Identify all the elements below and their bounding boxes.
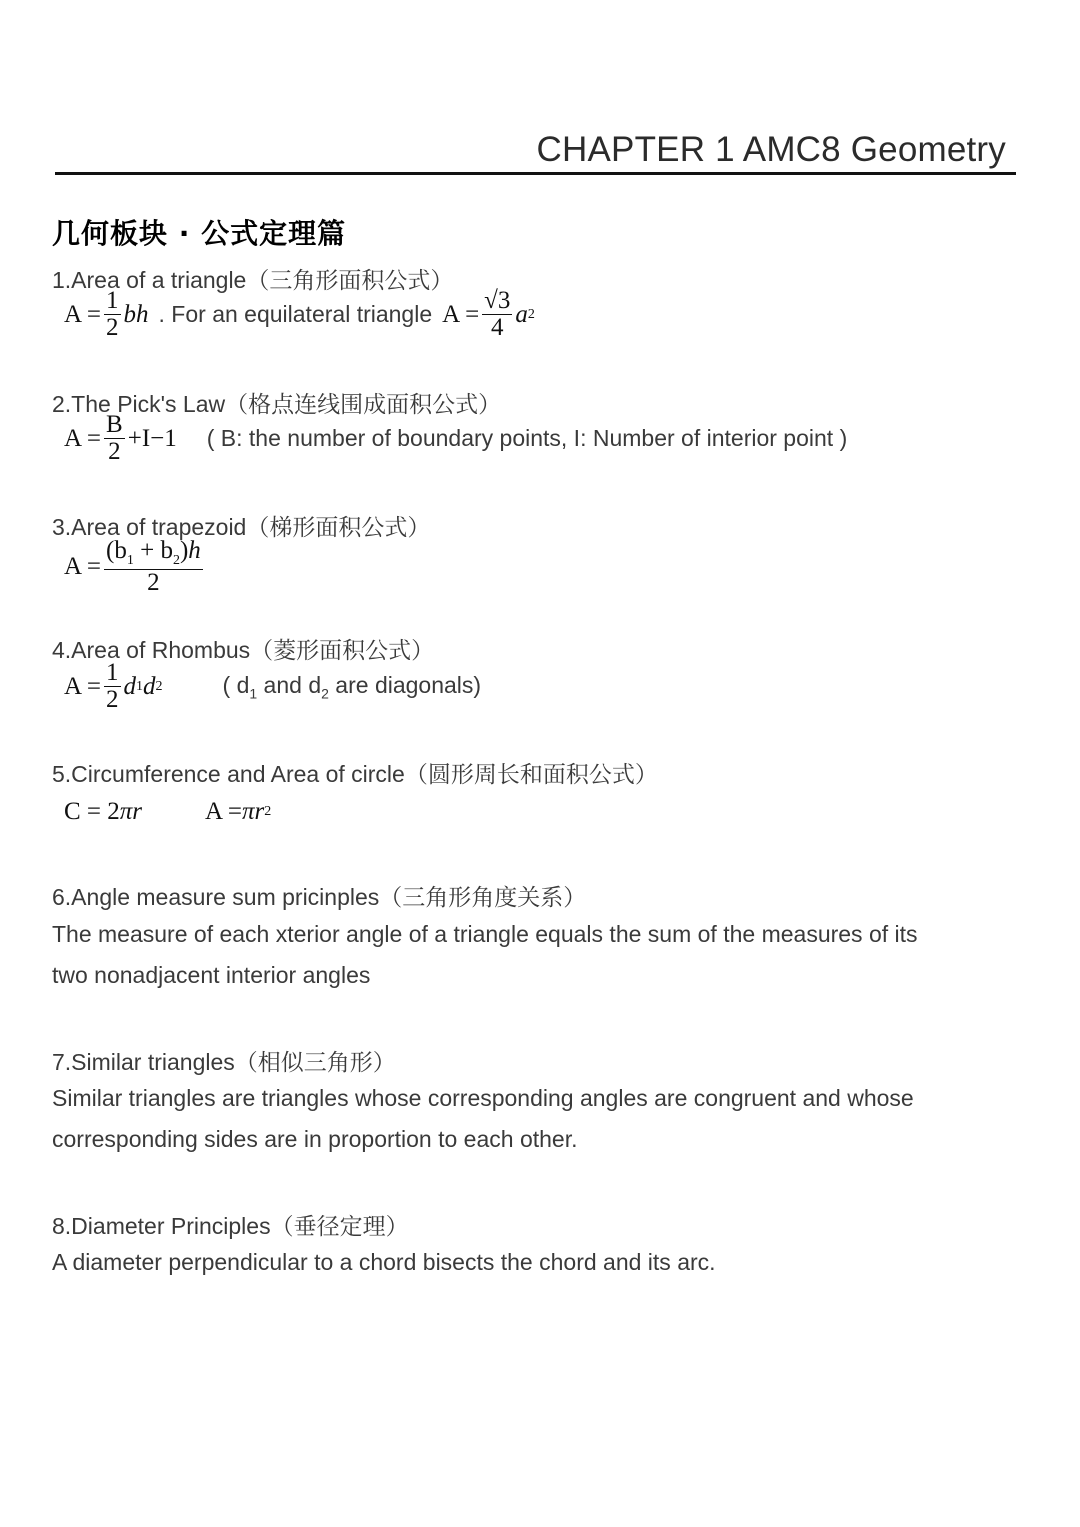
subscript: 1: [249, 685, 258, 702]
note-part: ( d: [222, 671, 250, 698]
subscript: 2: [172, 553, 180, 568]
num-part: ): [179, 537, 189, 564]
header-rule: [55, 172, 1016, 175]
section-heading: 几何板块 · 公式定理篇: [52, 217, 347, 250]
formula-lhs: A =: [64, 300, 102, 328]
item-2-title: 2.The Pick's Law（格点连线围成面积公式）: [52, 391, 502, 417]
subscript: 1: [126, 553, 134, 568]
rhombus-note: [223, 672, 482, 702]
numerator: [104, 538, 203, 570]
formula-rest: +I−1: [127, 424, 177, 452]
fraction: [104, 538, 203, 596]
item-3-title: 3.Area of trapezoid（梯形面积公式）: [52, 514, 431, 540]
equilateral-connector: . For an equilateral triangle: [158, 301, 433, 328]
formula-rest: d: [123, 672, 137, 700]
item-2-formula: [64, 412, 847, 466]
item-4-title: 4.Area of Rhombus（菱形面积公式）: [52, 637, 435, 663]
denominator: 2: [147, 568, 160, 596]
num-part: h: [188, 537, 201, 564]
denominator: 2: [106, 314, 119, 342]
denominator: 4: [491, 314, 504, 342]
item-4-formula: [64, 660, 481, 714]
fraction: [104, 660, 121, 714]
item-5-formula-c: [64, 798, 142, 826]
item-3-formula: [64, 538, 206, 596]
denominator: 2: [108, 438, 121, 466]
note-part: are diagonals): [328, 671, 482, 698]
subscript: 2: [155, 678, 163, 694]
fraction-2: [482, 288, 512, 342]
item-7-line-1: Similar triangles are triangles whose corresponding angles are congruent and whose: [52, 1085, 914, 1111]
formula-lhs: A =: [64, 552, 102, 580]
item-8-title: 8.Diameter Principles（垂径定理）: [52, 1213, 409, 1239]
item-8-line-1: A diameter perpendicular to a chord bisects the chord and its arc.: [52, 1249, 716, 1275]
subscript: 2: [321, 685, 329, 702]
item-6-line-2: two nonadjacent interior angles: [52, 962, 371, 988]
formula2-rest: a: [515, 300, 528, 328]
formula-lhs: A =: [64, 424, 102, 452]
item-1-formula: [64, 288, 535, 342]
formula-rest: πr: [242, 798, 265, 825]
item-6-title: 6.Angle measure sum pricinples（三角形角度关系）: [52, 884, 587, 910]
exponent: 2: [527, 306, 535, 322]
subscript: 1: [136, 678, 144, 694]
denominator: 2: [106, 686, 119, 714]
num-part: + b: [133, 537, 173, 564]
numerator: √3: [484, 287, 511, 314]
formula-lhs: C = 2: [64, 798, 120, 825]
formula-rest: bh: [123, 300, 149, 328]
item-5-formula-a: [205, 798, 271, 826]
item-7-line-2: corresponding sides are in proportion to each other.: [52, 1126, 578, 1152]
note-part: and d: [257, 671, 322, 698]
numerator: B: [106, 411, 123, 438]
item-6-line-1: The measure of each xterior angle of a triangle equals the sum of the measures of its: [52, 921, 918, 947]
formula-rest: πr: [119, 798, 143, 825]
exponent: 2: [264, 804, 272, 819]
chapter-title: CHAPTER 1 AMC8 Geometry: [536, 130, 1006, 169]
fraction: [104, 412, 125, 466]
formula-lhs: A =: [64, 672, 102, 700]
formula-rest: d: [143, 672, 156, 700]
item-5-title: 5.Circumference and Area of circle（圆形周长和面积公式）: [52, 761, 658, 787]
formula2-lhs: A =: [442, 300, 480, 328]
item-1-title: 1.Area of a triangle（三角形面积公式）: [52, 267, 454, 293]
num-part: (b: [106, 537, 127, 564]
picks-note: ( B: the number of boundary points, I: Number of interior point ): [206, 425, 848, 452]
fraction: [104, 288, 121, 342]
formula-lhs: A =: [205, 798, 243, 825]
numerator: 1: [106, 287, 119, 314]
numerator: 1: [106, 659, 119, 686]
item-7-title: 7.Similar triangles（相似三角形）: [52, 1049, 396, 1075]
